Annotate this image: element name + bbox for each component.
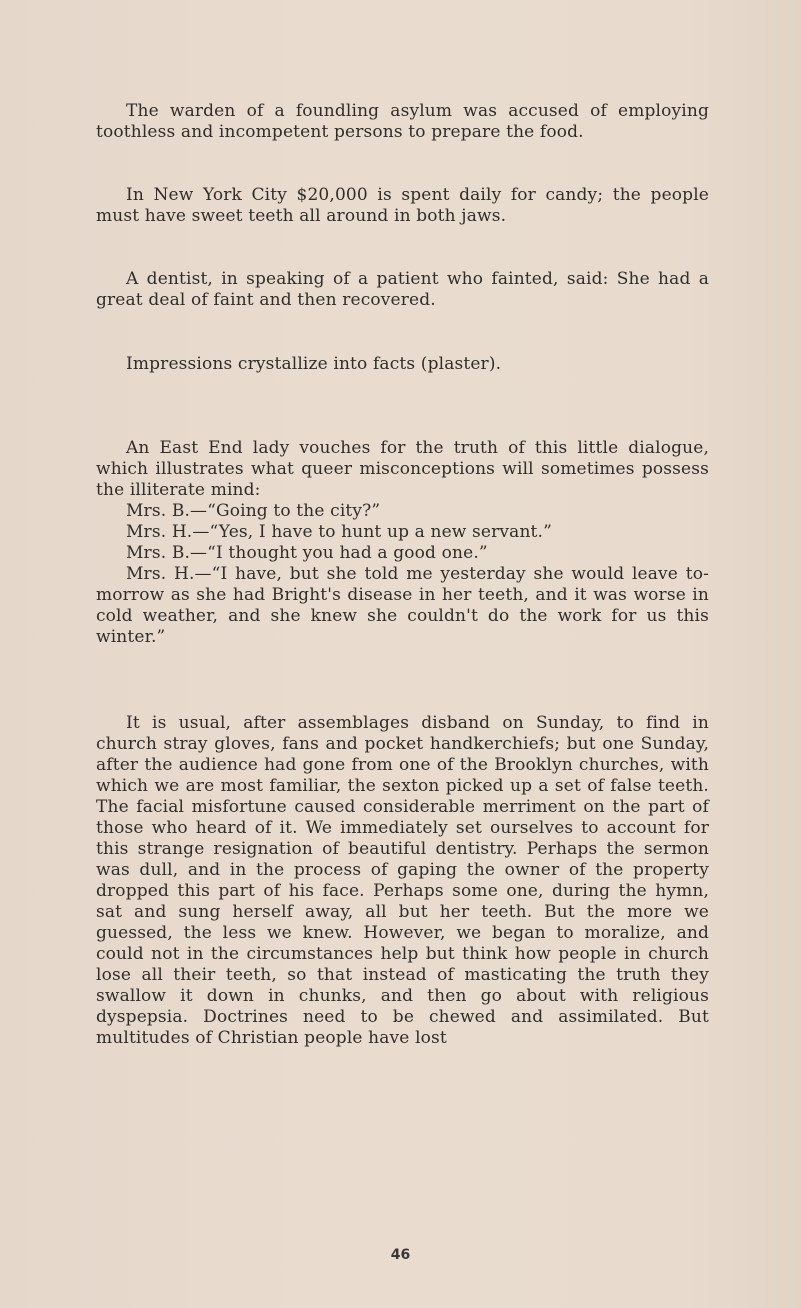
dialogue-line-2: Mrs. H.—“Yes, I have to hunt up a new servant.”	[126, 522, 552, 542]
page-number: 46	[390, 1247, 411, 1263]
paragraph-warden: The warden of a foundling asylum was accused of employing toothless and incompetent persons to prepare the food.	[96, 101, 709, 142]
paragraph-false-teeth: It is usual, after assemblages disband on Sunday, to find in church stray gloves, fans and pocket handkerchiefs; but one Sunday, after the audience had gone from one of the Brooklyn churches, with which we are most familiar, the sexton picked up a set of false teeth. The facial misfortune caused considerable merriment on the part of those who heard of it. We immediately set ourselves to account for this strange resignation of beautiful dentistry. Perhaps the sermon was dull, and in the process of gaping the owner of the property dropped this part of his face. Perhaps some one, during the hymn, sat and sung herself away, all but her teeth. But the more we guessed, the less we knew. However, we began to moralize, and could not in the circumstances help but think how people in church lose all their teeth, so that instead of masticating the truth they swallow it down in chunks, and then go about with religious dyspepsia. Doctrines need to be chewed and assimilated. But multitudes of Christian people have lost	[96, 713, 709, 1048]
paragraph-candy: In New York City $20,000 is spent daily for candy; the people must have sweet teeth all around in both jaws.	[96, 185, 709, 226]
dialogue-section	[96, 438, 709, 648]
dialogue-line-1: Mrs. B.—“Going to the city?”	[126, 501, 381, 521]
dialogue-line-4: Mrs. H.—“I have, but she told me yesterday she would leave to-morrow as she had Bright's disease in her teeth, and it was worse in cold weather, and she knew she couldn't do the work for us this winter.”	[96, 564, 709, 647]
paragraph-dentist: A dentist, in speaking of a patient who fainted, said: She had a great deal of faint and then recovered.	[96, 269, 709, 310]
paragraph-impressions: Impressions crystallize into facts (plaster).	[126, 354, 502, 374]
dialogue-line-3: Mrs. B.—“I thought you had a good one.”	[126, 543, 488, 563]
paragraph-east-end-lady: An East End lady vouches for the truth of this little dialogue, which illustrates what queer misconceptions will sometimes possess the illiterate mind:	[96, 438, 709, 500]
